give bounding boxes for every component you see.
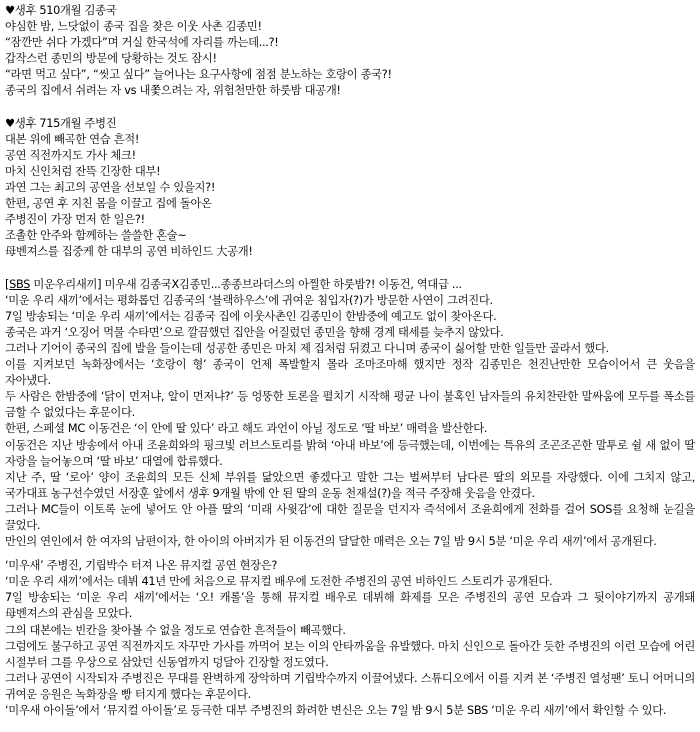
article-paragraph: 지난 주, 딸 ‘로아’ 양이 조윤희의 모든 신체 부위를 닮았으면 좋겠다고 말한 그는 벌써부터 남다른 딸의 외모를 자랑했다. 이에 그치지 않고, 국가대표 농구선수였던 서장훈 앞에서 생후 9개월 밖에 안 된 딸의 운동 천재설(?)을 적극 주장해 웃음을 안겼다.	[5, 470, 695, 500]
article-subheading: ‘미우새’ 주병진, 기립박수 터져 나온 뮤지컬 공연 현장은?	[5, 559, 278, 573]
section1-line: 갑작스런 종민의 방문에 당황하는 것도 잠시!	[5, 52, 217, 66]
section2-line: 母벤져스를 집중케 한 대부의 공연 비하인드 大공개!	[5, 245, 253, 259]
article-paragraph: 만인의 연인에서 한 여자의 남편이자, 한 아이의 아버지가 된 이동건의 달달한 매력은 오는 7일 밤 9시 5분 ‘미운 우리 새끼’에서 공개된다.	[5, 535, 657, 549]
article-paragraph: 그러나 기어이 종국의 집에 발을 들이는데 성공한 종민은 마치 제 집처럼 뒤켰고 다니며 종국이 싫어할 만한 일들만 골라서 했다.	[5, 341, 609, 355]
section1-line: 야심한 밤, 느닷없이 종국 집을 찾은 이웃 사촌 김종민!	[5, 20, 262, 34]
section1-line: 종국의 집에서 쉬려는 자 vs 내쫓으려는 자, 위험천만한 하룻밤 대공개!	[5, 84, 341, 98]
article-paragraph: 그러나 MC들이 이토록 눈에 넣어도 안 아플 딸의 ‘미래 사윗감’에 대한 질문을 던지자 즉석에서 조윤희에게 전화를 걸어 SOS를 요청해 눈길을 끌었다.	[5, 502, 695, 532]
section2-line: 주병진이 가장 먼저 한 일은?!	[5, 213, 145, 227]
article-paragraph: 이를 지켜보던 녹화장에서는 ‘호랑이 형’ 종국이 언제 폭발할지 몰라 조마조마해 했지만 정작 김종민은 천진난만한 모습이어서 큰 웃음을 자아냈다.	[5, 358, 695, 388]
paragraph-spacer	[5, 550, 695, 558]
headline-sbs: SBS	[9, 277, 31, 291]
article-paragraph: 두 사람은 한밤중에 ‘닭이 먼저냐, 알이 먼저냐?’ 등 엉뚱한 토론을 펼치기 시작해 평균 나이 불혹인 남자들의 유치찬란한 말싸움에 모두를 폭소를 금할 수 없었다는 후문이다.	[5, 390, 695, 420]
section2-line: 과연 그는 최고의 공연을 선보일 수 있을지?!	[5, 181, 216, 195]
headline-text: 미운우리새끼] 미우새 김종국X김종민...종종브라더스의 아찔한 하룻밤?! 이동건, 역대급 ...	[30, 277, 462, 291]
section2-line: 조촐한 안주와 함께하는 쓸쓸한 혼술~	[5, 229, 187, 243]
section2-line: 마치 신인처럼 잔뜩 긴장한 대부!	[5, 164, 161, 178]
article-paragraph: ‘미우새 아이돌’에서 ‘뮤지컬 아이돌’로 등극한 대부 주병진의 화려한 변신은 오는 7일 밤 9시 5분 SBS ‘미운 우리 새끼’에서 확인할 수 있다.	[5, 704, 667, 718]
article-paragraph: 그러나 공연이 시작되자 주병진은 무대를 완벽하게 장악하며 기립박수까지 이끌어냈다. 스튜디오에서 이를 지켜 본 ‘주병진 열성팬’ 토니 어머니의 귀여운 응원은 녹화장을 빵 터지게 했다는 후문이다.	[5, 671, 695, 701]
section1-line: “잠깐만 쉬다 가겠다”며 거실 한국석에 자리를 까는데...?!	[5, 36, 279, 50]
article-paragraph: 7일 방송되는 ‘미운 우리 새끼’에서는 ‘오! 캐롤’을 통해 뮤지컬 배우로 데뷔해 화제를 모은 주병진의 공연 모습과 그 뒷이야기까지 공개돼 母벤져스의 관심을 모았다.	[5, 591, 695, 621]
section-spacer	[5, 100, 695, 116]
section2-line: 대본 위에 빼곡한 연습 흔적!	[5, 132, 140, 146]
article-paragraph: 종국은 과거 ‘오징어 먹물 수타면’으로 깔끔했던 집안을 어질렀던 종민을 향해 경계 태세를 늦추지 않았다.	[5, 325, 504, 339]
section2-line: 한편, 공연 후 지친 몸을 이끌고 집에 돌아온	[5, 197, 212, 211]
section2-heading: ♥생후 715개월 주병진	[5, 116, 117, 130]
article-paragraph: ‘미운 우리 새끼’에서는 데뷔 41년 만에 처음으로 뮤지컬 배우에 도전한 주병진의 공연 비하인드 스토리가 공개된다.	[5, 575, 553, 589]
article-headline: [SBS 미운우리새끼] 미우새 김종국X김종민...종종브라더스의 아찔한 하룻밤?! 이동건, 역대급 ...	[5, 277, 462, 291]
article-paragraph: 이동건은 지난 방송에서 아내 조윤희와의 핑크빛 러브스토리를 밝혀 ‘아내 바보’에 등극했는데, 이번에는 특유의 조곤조곤한 말투로 쉴 새 없이 딸 자랑을 늘어놓으며 ‘딸 바보’ 대열에 합류했다.	[5, 438, 695, 468]
article-paragraph: 한편, 스페셜 MC 이동건은 ‘이 안에 딸 있다’ 라고 해도 과언이 아닐 정도로 ‘딸 바보’ 매력을 발산한다.	[5, 422, 488, 436]
section2-line: 공연 직전까지도 가사 체크!	[5, 148, 136, 162]
document-body	[5, 3, 695, 719]
article-paragraph: ‘미운 우리 새끼’에서는 평화롭던 김종국의 ‘블랙하우스’에 귀여운 침입자(?)가 방문한 사연이 그려진다.	[5, 293, 493, 307]
article-paragraph: 7일 방송되는 ‘미운 우리 새끼’에서는 김종국 집에 이웃사촌인 김종민이 한밤중에 예고도 없이 찾아온다.	[5, 309, 497, 323]
article-paragraph: 그의 대본에는 빈칸을 찾아볼 수 없을 정도로 연습한 흔적들이 빼곡했다.	[5, 623, 346, 637]
section1-heading: ♥생후 510개월 김종국	[5, 4, 117, 17]
article-paragraph: 그럼에도 불구하고 공연 직전까지도 자꾸만 가사를 까먹어 보는 이의 안타까움을 유발했다. 마치 신인으로 돌아간 듯한 주병진의 이런 모습에 어린 시절부터 그를 우상으로 삼았던 신동엽까지 덩달아 긴장할 정도였다.	[5, 639, 695, 669]
section-spacer	[5, 261, 695, 277]
section1-line: “라면 먹고 싶다”, “씻고 싶다” 늘어나는 요구사항에 점점 분노하는 호랑이 종국?!	[5, 68, 392, 82]
